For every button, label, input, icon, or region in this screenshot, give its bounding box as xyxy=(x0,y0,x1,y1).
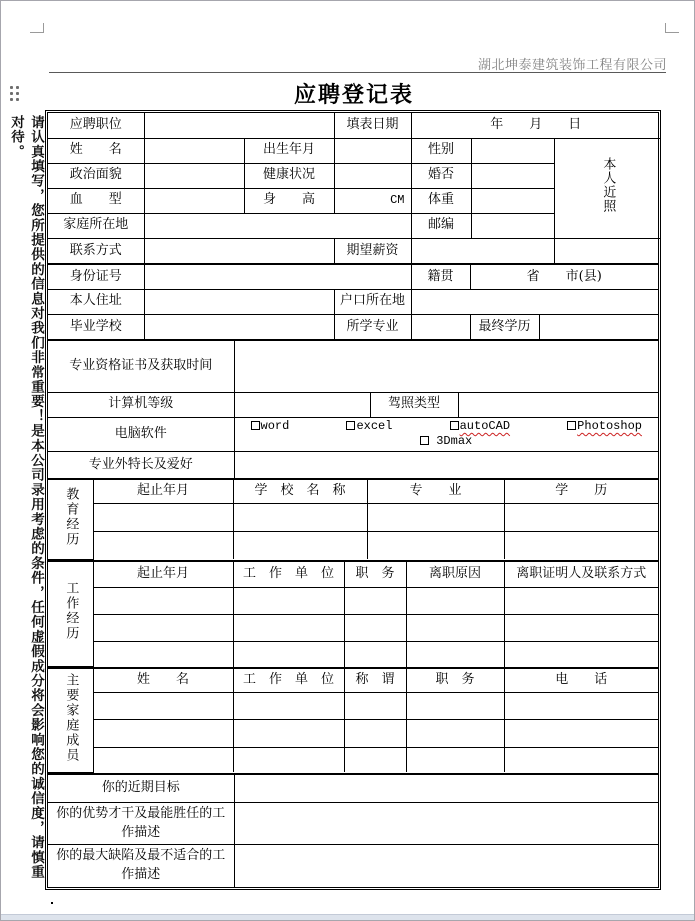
major-input[interactable] xyxy=(411,314,470,339)
cert-input[interactable] xyxy=(234,340,658,392)
education-input[interactable] xyxy=(93,531,233,559)
weight-label: 体重 xyxy=(411,188,471,213)
table-row xyxy=(48,340,658,392)
education-input[interactable] xyxy=(504,531,658,559)
zip-label: 邮编 xyxy=(411,213,471,238)
checkbox-excel[interactable]: excel xyxy=(346,419,392,434)
school-label: 毕业学校 xyxy=(48,314,144,339)
company-name: 湖北坤泰建筑装饰工程有限公司 xyxy=(477,58,667,73)
work-input[interactable] xyxy=(93,588,233,615)
health-input[interactable] xyxy=(334,163,411,188)
column-header: 职 务 xyxy=(344,561,406,588)
table-row xyxy=(48,264,658,289)
table-row xyxy=(48,747,658,772)
application-form-table xyxy=(47,112,659,888)
checkbox-word[interactable]: word xyxy=(251,419,290,434)
margin-crop-mark xyxy=(665,23,679,33)
work-input[interactable] xyxy=(93,615,233,642)
name-input[interactable] xyxy=(144,138,244,163)
work-input[interactable] xyxy=(344,588,406,615)
work-input[interactable] xyxy=(344,615,406,642)
education-section-label: 教育经历 xyxy=(48,479,93,559)
family-section-label: 主要家庭成员 xyxy=(48,668,93,772)
column-header: 起止年月 xyxy=(93,479,233,503)
education-input[interactable] xyxy=(504,503,658,531)
work-table xyxy=(48,560,658,668)
family-location-input[interactable] xyxy=(144,213,411,238)
table-row xyxy=(48,588,658,615)
height-input[interactable]: CM xyxy=(334,188,411,213)
table-row xyxy=(48,503,658,531)
blood-input[interactable] xyxy=(144,188,244,213)
major-label: 所学专业 xyxy=(334,314,411,339)
native-place-label: 籍贯 xyxy=(411,264,470,289)
fill-date-label: 填表日期 xyxy=(334,113,411,138)
column-header: 电 话 xyxy=(504,668,658,692)
table-row xyxy=(48,113,660,138)
column-header: 专 业 xyxy=(367,479,504,503)
table-row xyxy=(48,238,660,263)
checkbox-icon[interactable] xyxy=(420,436,429,445)
political-input[interactable] xyxy=(144,163,244,188)
basic-info-table xyxy=(48,113,660,263)
education-input[interactable] xyxy=(233,531,367,559)
table-row xyxy=(48,845,658,887)
recent-goal-label: 你的近期目标 xyxy=(48,774,234,803)
column-header: 工 作 单 位 xyxy=(233,561,344,588)
family-location-label: 家庭所在地 xyxy=(48,213,144,238)
checkbox-photoshop[interactable]: Photoshop xyxy=(567,419,642,434)
checkbox-icon[interactable] xyxy=(450,421,459,430)
work-input[interactable] xyxy=(233,642,344,667)
checkbox-autocad[interactable]: autoCAD xyxy=(450,419,510,434)
goals-table xyxy=(48,773,658,887)
skills-table xyxy=(48,339,658,478)
address-input[interactable] xyxy=(144,289,334,314)
education-input[interactable] xyxy=(93,503,233,531)
table-row xyxy=(48,138,660,163)
header-rule xyxy=(49,72,666,73)
id-number-input[interactable] xyxy=(144,264,411,289)
cert-label: 专业资格证书及获取时间 xyxy=(48,340,234,392)
page-title: 应聘登记表 xyxy=(293,82,414,108)
table-row xyxy=(48,692,658,719)
work-input[interactable] xyxy=(504,642,658,667)
gender-label: 性别 xyxy=(411,138,471,163)
salary-input[interactable] xyxy=(411,238,554,263)
native-place-input[interactable]: 省 市(县) xyxy=(470,264,658,289)
drag-handle-icon[interactable] xyxy=(8,84,20,103)
page-bottom-edge xyxy=(1,914,694,920)
column-header: 姓 名 xyxy=(93,668,233,692)
weight-input[interactable] xyxy=(471,188,554,213)
degree-label: 最终学历 xyxy=(470,314,539,339)
family-input[interactable] xyxy=(406,692,504,719)
salary-label: 期望薪资 xyxy=(334,238,411,263)
family-input[interactable] xyxy=(233,719,344,747)
family-input[interactable] xyxy=(344,747,406,772)
strength-input[interactable] xyxy=(234,803,658,845)
column-header: 学 校 名 称 xyxy=(233,479,367,503)
recent-goal-input[interactable] xyxy=(234,774,658,803)
married-input[interactable] xyxy=(471,163,554,188)
table-row xyxy=(48,668,658,692)
registry-label: 户口所在地 xyxy=(334,289,411,314)
hobby-label: 专业外特长及爱好 xyxy=(48,451,234,478)
table-row xyxy=(48,392,658,417)
weakness-label: 你的最大缺陷及最不适合的工作描述 xyxy=(48,845,234,887)
contact-input[interactable] xyxy=(144,238,334,263)
education-input[interactable] xyxy=(233,503,367,531)
work-input[interactable] xyxy=(504,615,658,642)
married-label: 婚否 xyxy=(411,163,471,188)
family-input[interactable] xyxy=(93,692,233,719)
checkbox-icon[interactable] xyxy=(567,421,576,430)
column-header: 职 务 xyxy=(406,668,504,692)
family-input[interactable] xyxy=(93,719,233,747)
family-input[interactable] xyxy=(504,747,658,772)
fill-date-input[interactable]: 年 月 日 xyxy=(411,113,660,138)
position-label: 应聘职位 xyxy=(48,113,144,138)
hobby-input[interactable] xyxy=(234,451,658,478)
work-input[interactable] xyxy=(504,588,658,615)
column-header: 离职证明人及联系方式 xyxy=(504,561,658,588)
strength-label: 你的优势才干及最能胜任的工作描述 xyxy=(48,803,234,845)
table-row xyxy=(48,642,658,667)
family-input[interactable] xyxy=(233,692,344,719)
registry-input[interactable] xyxy=(411,289,658,314)
license-input[interactable] xyxy=(458,392,658,417)
checkbox-3dmax[interactable]: 3Dmax xyxy=(237,434,657,450)
family-input[interactable] xyxy=(233,747,344,772)
table-row xyxy=(48,774,658,803)
family-input[interactable] xyxy=(344,692,406,719)
family-input[interactable] xyxy=(344,719,406,747)
identity-table xyxy=(48,263,658,339)
table-row xyxy=(48,417,658,451)
work-input[interactable] xyxy=(406,588,504,615)
work-input[interactable] xyxy=(233,615,344,642)
address-label: 本人住址 xyxy=(48,289,144,314)
photo-label: 本人近照 xyxy=(600,157,616,214)
name-label: 姓 名 xyxy=(48,138,144,163)
political-label: 政治面貌 xyxy=(48,163,144,188)
weakness-input[interactable] xyxy=(234,845,658,887)
table-row xyxy=(48,561,658,588)
work-input[interactable] xyxy=(93,642,233,667)
computer-level-label: 计算机等级 xyxy=(48,392,234,417)
table-row xyxy=(48,314,658,339)
family-table xyxy=(48,667,658,773)
column-header: 离职原因 xyxy=(406,561,504,588)
degree-input[interactable] xyxy=(539,314,658,339)
family-input[interactable] xyxy=(406,747,504,772)
gender-input[interactable] xyxy=(471,138,554,163)
computer-level-input[interactable] xyxy=(234,392,370,417)
photo-area[interactable] xyxy=(554,138,660,238)
id-number-label: 身份证号 xyxy=(48,264,144,289)
column-header: 称 谓 xyxy=(344,668,406,692)
education-table xyxy=(48,478,658,560)
work-section-label: 工作经历 xyxy=(48,561,93,667)
work-input[interactable] xyxy=(406,642,504,667)
family-input[interactable] xyxy=(504,719,658,747)
salary-extra-input[interactable] xyxy=(554,238,660,263)
table-row xyxy=(48,479,658,503)
paragraph-mark xyxy=(51,902,53,904)
table-row xyxy=(48,803,658,845)
software-options xyxy=(234,417,658,451)
side-instruction-note: 请认真填写，您所提供的信息对我们非常重要！是本公司录用考虑的条件，任何虚假成分将会影响您的诚信度，请慎重对待。 xyxy=(8,115,44,880)
zip-input[interactable] xyxy=(471,213,554,238)
table-row xyxy=(48,289,658,314)
work-input[interactable] xyxy=(233,588,344,615)
family-input[interactable] xyxy=(504,692,658,719)
checkbox-icon[interactable] xyxy=(346,421,355,430)
table-row xyxy=(48,719,658,747)
family-input[interactable] xyxy=(93,747,233,772)
contact-label: 联系方式 xyxy=(48,238,144,263)
height-label: 身 高 xyxy=(244,188,334,213)
table-row xyxy=(48,451,658,478)
software-label: 电脑软件 xyxy=(48,417,234,451)
table-row xyxy=(48,615,658,642)
work-input[interactable] xyxy=(344,642,406,667)
column-header: 起止年月 xyxy=(93,561,233,588)
table-row xyxy=(48,531,658,559)
checkbox-icon[interactable] xyxy=(251,421,260,430)
health-label: 健康状况 xyxy=(244,163,334,188)
margin-crop-mark xyxy=(30,23,44,33)
work-input[interactable] xyxy=(406,615,504,642)
education-input[interactable] xyxy=(367,503,504,531)
column-header: 工 作 单 位 xyxy=(233,668,344,692)
birth-input[interactable] xyxy=(334,138,411,163)
position-input[interactable] xyxy=(144,113,334,138)
blood-label: 血 型 xyxy=(48,188,144,213)
license-label: 驾照类型 xyxy=(370,392,458,417)
education-input[interactable] xyxy=(367,531,504,559)
column-header: 学 历 xyxy=(504,479,658,503)
family-input[interactable] xyxy=(406,719,504,747)
school-input[interactable] xyxy=(144,314,334,339)
birth-label: 出生年月 xyxy=(244,138,334,163)
